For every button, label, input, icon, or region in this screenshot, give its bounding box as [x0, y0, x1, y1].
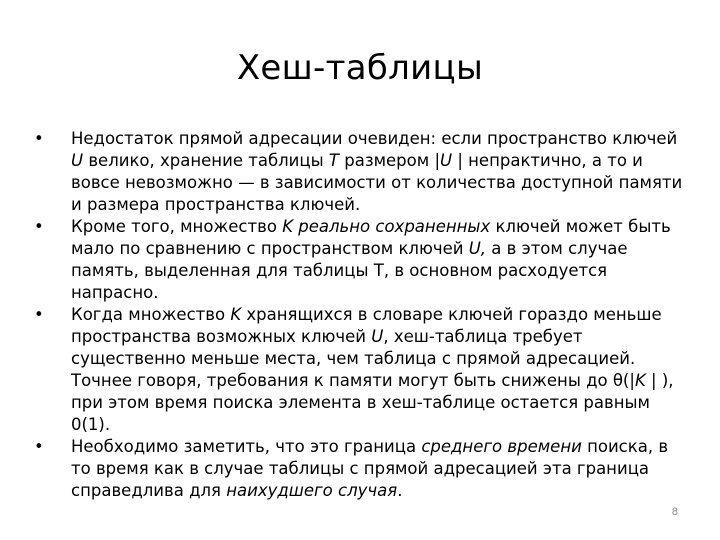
- bullet-marker: •: [34, 129, 44, 148]
- bullet-text-italic: K: [230, 305, 242, 324]
- bullet-text-italic: U: [71, 151, 84, 170]
- bullet-text: а в этом случае память, выделенная для таблицы T, в основном расходуется напрасно.: [71, 239, 628, 302]
- bullet-text: , хеш-таблица требует существенно меньше места, чем таблица с прямой адресацией. Точнее говоря, требования к памяти могут быть снижены до θ(|: [71, 327, 636, 390]
- bullet-text: | непрактично, а то и вовсе невозможно — в зависимости от количества доступной памяти и размера пространства ключей.: [71, 151, 683, 214]
- bullet-text: хранящихся в словаре ключей гораздо меньше пространства возможных ключей: [71, 305, 662, 346]
- bullet-text: поиска, в то время как в случае таблицы с прямой адресацией эта граница справедлива для: [71, 437, 669, 500]
- bullet-item: [34, 304, 690, 436]
- slide-number: 8: [671, 506, 678, 518]
- bullet-text-italic: среднего времени: [421, 437, 582, 456]
- bullet-text: размером |: [338, 151, 441, 170]
- bullet-item: [34, 436, 690, 502]
- bullet-item: [34, 128, 690, 216]
- bullet-text: | ), при этом время поиска элемента в хеш-таблице остается равным 0(1).: [71, 371, 674, 434]
- bullet-marker: •: [34, 305, 44, 324]
- bullet-text: Кроме того, множество: [71, 217, 283, 236]
- bullet-item: [34, 216, 690, 304]
- bullet-text: Когда множество: [71, 305, 231, 324]
- bullet-text: Недостаток прямой адресации очевиден: если пространство ключей: [71, 129, 678, 148]
- bullet-text-italic: K: [634, 371, 646, 390]
- bullet-text: .: [397, 481, 403, 500]
- bullet-list: [34, 128, 690, 502]
- bullet-text-italic: K реально сохраненных: [282, 217, 491, 236]
- bullet-text-italic: U: [371, 327, 384, 346]
- bullet-text: велико, хранение таблицы: [83, 151, 329, 170]
- bullet-text-italic: наихудшего случая: [226, 481, 398, 500]
- bullet-marker: •: [34, 217, 44, 236]
- bullet-text-italic: U: [440, 151, 453, 170]
- bullet-text-italic: T: [328, 151, 339, 170]
- bullet-text: ключей может быть мало по сравнению с пространством ключей: [71, 217, 671, 258]
- bullet-text: Необходимо заметить, что это граница: [71, 437, 422, 456]
- bullet-marker: •: [34, 437, 44, 456]
- bullet-text-italic: U,: [468, 239, 487, 258]
- slide-title: Хеш-таблицы: [236, 48, 484, 88]
